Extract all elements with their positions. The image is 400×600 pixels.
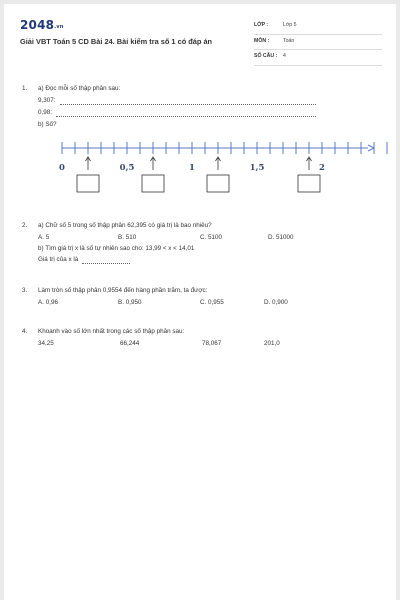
option-b[interactable]: B. 0,950 — [118, 299, 142, 306]
number-line — [4, 130, 396, 200]
meta-value: Lớp 5 — [283, 22, 297, 28]
value-option[interactable]: 34,25 — [38, 340, 54, 347]
meta-value: 4 — [283, 53, 286, 59]
question-3-label: Làm tròn số thập phân 0,9554 đến hàng phần trăm, ta được: — [38, 287, 208, 294]
question-4-number: 4. — [22, 328, 28, 335]
option-c[interactable]: C. 0,955 — [200, 299, 224, 306]
value-option[interactable]: 78,067 — [202, 340, 222, 347]
axis-arrowhead — [368, 145, 374, 151]
question-1a-item-1: 9,307: — [38, 97, 56, 104]
option-a[interactable]: A. 5 — [38, 234, 50, 241]
answer-box[interactable] — [77, 175, 99, 192]
question-1a-item-2: 0,98: — [38, 109, 53, 116]
meta-value: Toán — [283, 37, 295, 44]
tick-label: 1 — [189, 163, 195, 173]
meta-key: SỐ CÂU : — [254, 53, 278, 59]
option-d[interactable]: D. 0,900 — [264, 299, 288, 306]
question-2-number: 2. — [22, 222, 28, 229]
page-title: Giải VBT Toán 5 CD Bài 24. Bài kiểm tra số 1 có đáp án — [20, 37, 213, 46]
tick-label: 0 — [59, 163, 65, 173]
value-option[interactable]: 66,244 — [120, 340, 140, 347]
question-2b-label: b) Tìm giá trị x là số tự nhiên sao cho: 13,99 < x < 14,01 — [38, 245, 195, 252]
option-a[interactable]: A. 0,96 — [38, 299, 58, 306]
answer-line[interactable] — [60, 104, 316, 105]
question-2a-label: a) Chữ số 5 trong số thập phân 62,395 có giá trị là bao nhiêu? — [38, 222, 212, 229]
logo-text: 2048 — [20, 18, 55, 32]
meta-key: MÔN : — [254, 37, 270, 44]
question-3-number: 3. — [22, 287, 28, 294]
logo-sub: .vn — [54, 24, 64, 30]
answer-box[interactable] — [298, 175, 320, 192]
meta-table — [254, 20, 382, 67]
tick-label: 0,5 — [119, 163, 135, 173]
option-d[interactable]: D. 51000 — [268, 234, 294, 241]
question-1a-label: a) Đọc mỗi số thập phân sau: — [38, 85, 121, 92]
tick-label: 2 — [319, 163, 325, 173]
question-2b-answer-label: Giá trị của x là — [38, 256, 79, 263]
logo[interactable] — [20, 18, 64, 32]
value-option[interactable]: 201,0 — [264, 340, 280, 347]
answer-line[interactable] — [56, 116, 316, 117]
question-4-label: Khoanh vào số lớn nhất trong các số thập phân sau: — [38, 328, 185, 335]
meta-row-subject — [254, 36, 382, 51]
worksheet-page — [4, 4, 396, 600]
tick-label: 1,5 — [249, 163, 265, 173]
answer-box[interactable] — [207, 175, 229, 192]
meta-row-class — [254, 20, 382, 35]
option-c[interactable]: C. 5100 — [200, 234, 223, 241]
answer-line[interactable] — [82, 263, 130, 264]
meta-row-count — [254, 51, 382, 66]
question-1b-label: b) Số? — [38, 121, 57, 128]
option-b[interactable]: B. 510 — [118, 234, 137, 241]
question-1-number: 1. — [22, 85, 28, 92]
meta-key: LỚP : — [254, 22, 269, 28]
answer-box[interactable] — [142, 175, 164, 192]
